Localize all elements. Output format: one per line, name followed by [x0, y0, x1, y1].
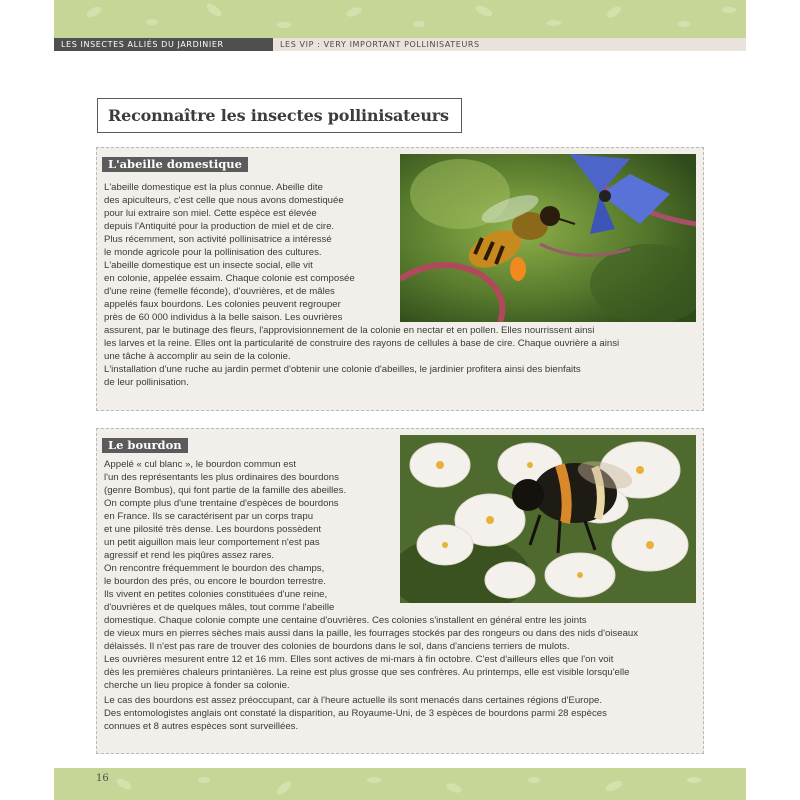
- body-line: en colonie, appelée essaim. Chaque colonie est composée: [104, 273, 355, 284]
- body-line: Ils vivent en petites colonies constituées d'une reine,: [104, 589, 328, 600]
- body-line: les larves et la reine. Elles ont la particularité de construire des rayons de cellules à base de cire. Chaque ouvrière a ainsi: [104, 338, 620, 349]
- page-number: 16: [96, 773, 109, 784]
- body-line: connues et 8 autres espèces sont surveillées.: [104, 721, 299, 732]
- body-line: l'un des représentants les plus ordinaires des bourdons: [104, 472, 339, 483]
- body-line: assurent, par le butinage des fleurs, l'approvisionnement de la colonie en nectar et en pollen. Elles nourrissent ainsi: [104, 325, 595, 336]
- body-line: de leur pollinisation.: [104, 377, 189, 388]
- body-line: L'abeille domestique est un insecte social, elle vit: [104, 260, 313, 271]
- body-line: (genre Bombus), qui font partie de la famille des abeilles.: [104, 485, 347, 496]
- insect-pattern-icon: [54, 768, 746, 800]
- top-decorative-band: [54, 0, 746, 38]
- body-line: On rencontre fréquemment le bourdon des champs,: [104, 563, 325, 574]
- body-line: depuis l'Antiquité pour la production de miel et de cire.: [104, 221, 335, 232]
- bottom-decorative-band: [54, 768, 746, 800]
- body-line: près de 60 000 individus à la belle saison. Les ouvrières: [104, 312, 343, 323]
- body-line: le monde agricole pour la pollinisation des cultures.: [104, 247, 322, 258]
- section-heading: Le bourdon: [102, 438, 188, 453]
- body-line: domestique. Chaque colonie compte une centaine d'ouvrières. Ces colonies s'installent en général entre les joints: [104, 615, 587, 626]
- running-header: [54, 38, 746, 51]
- body-line: Les ouvrières mesurent entre 12 et 16 mm. Elles sont actives de mi-mars à fin octobre. C'est d'ailleurs elles que l'on voit: [104, 654, 614, 665]
- body-line: Plus récemment, son activité pollinisatrice a intéressé: [104, 234, 332, 245]
- body-line: pour lui extraire son miel. Cette espèce est élevée: [104, 208, 317, 219]
- body-line: dès les premières chaleurs printanières. La reine est plus grosse que ses confrères. Au printemps, elle est visible lorsqu'elle: [104, 667, 630, 678]
- body-line: L'installation d'une ruche au jardin permet d'obtenir une colonie d'abeilles, le jardinier profitera ainsi des bienfaits: [104, 364, 581, 375]
- body-line: une tâche à accomplir au sein de la colonie.: [104, 351, 291, 362]
- page-title: Reconnaître les insectes pollinisateurs: [97, 98, 462, 133]
- body-line: agressif et rend les piqûres assez rares.: [104, 550, 275, 561]
- body-line: appelés faux bourdons. Les colonies peuvent regrouper: [104, 299, 341, 310]
- header-chapter: LES VIP : VERY IMPORTANT POLLINISATEURS: [273, 38, 746, 51]
- body-line: Des entomologistes anglais ont constaté la disparition, au Royaume-Uni, de 3 espèces de bourdons parmi 28 espèces: [104, 708, 607, 719]
- body-line: et une pilosité très dense. Les bourdons possèdent: [104, 524, 322, 535]
- insect-pattern-icon: [54, 0, 746, 38]
- header-section: LES INSECTES ALLIÉS DU JARDINIER: [54, 38, 273, 51]
- section-card-abeille: [96, 147, 704, 411]
- body-line: L'abeille domestique est la plus connue. Abeille dite: [104, 182, 323, 193]
- body-line: délaissés. Il n'est pas rare de trouver des colonies de bourdons dans le sol, dans d'anciens terriers de mulots.: [104, 641, 570, 652]
- body-line: de vieux murs en pierres sèches mais aussi dans la paille, les fourrages stockés par des rongeurs ou dans des nids d'oiseaux: [104, 628, 639, 639]
- honeybee-photo: [400, 154, 696, 322]
- section-card-bourdon: [96, 428, 704, 754]
- body-line: un petit aiguillon mais leur comportement n'est pas: [104, 537, 320, 548]
- body-line: Appelé « cul blanc », le bourdon commun est: [104, 459, 296, 470]
- body-line: On compte plus d'une trentaine d'espèces de bourdons: [104, 498, 339, 509]
- body-line: en France. Ils se caractérisent par un corps trapu: [104, 511, 314, 522]
- body-line: cherche un lieu propice à fonder sa colonie.: [104, 680, 290, 691]
- body-line: des apiculteurs, c'est celle que nous avons domestiquée: [104, 195, 344, 206]
- body-line: Le cas des bourdons est assez préoccupant, car à l'heure actuelle ils sont menacés dans certaines régions d'Europe.: [104, 695, 603, 706]
- body-line: d'une reine (femelle féconde), d'ouvrières, et de mâles: [104, 286, 335, 297]
- body-line: le bourdon des prés, ou encore le bourdon terrestre.: [104, 576, 326, 587]
- section-heading: L'abeille domestique: [102, 157, 248, 172]
- bumblebee-photo: [400, 435, 696, 603]
- body-line: d'ouvrières et de quelques mâles, tout comme l'abeille: [104, 602, 335, 613]
